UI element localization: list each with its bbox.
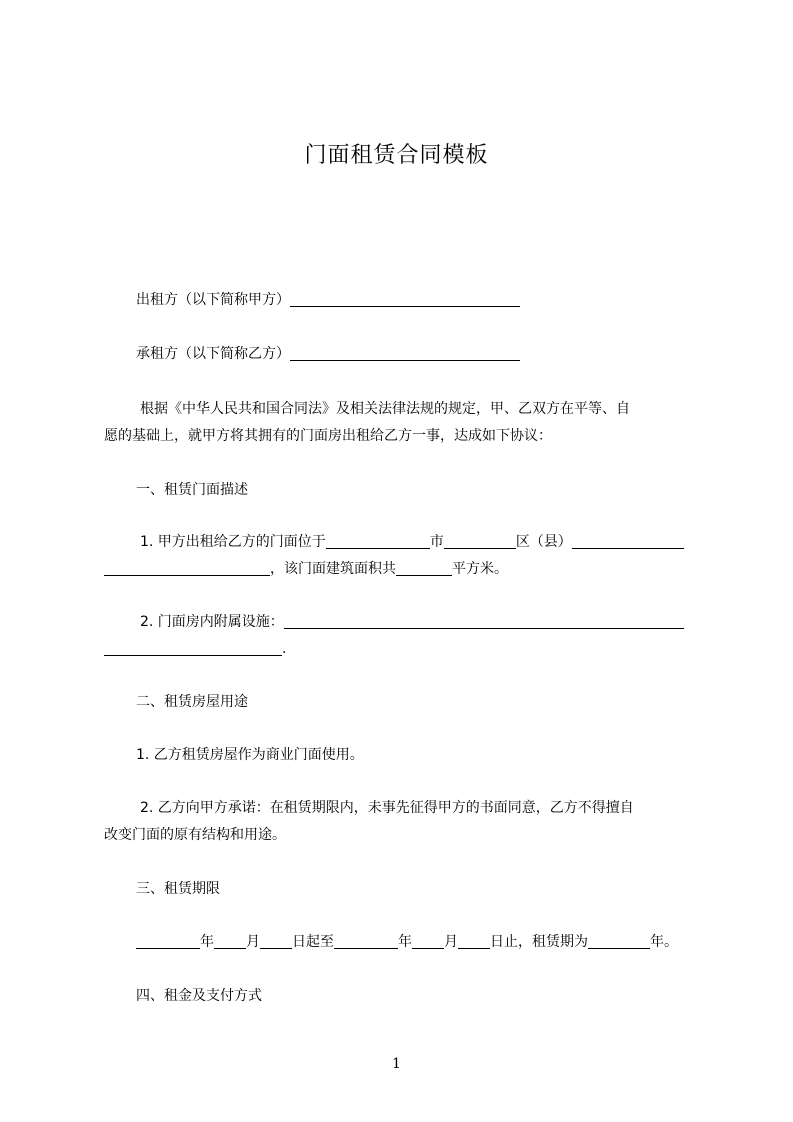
section-1-heading: 一、租赁门面描述 [136, 482, 248, 498]
party-a-line [136, 290, 520, 310]
district-blank[interactable] [572, 534, 684, 549]
address-blank[interactable] [104, 561, 270, 576]
s1-item1-text: 1. 甲方出租给乙方的门面位于 [140, 534, 326, 550]
facilities-blank-2[interactable] [104, 641, 282, 656]
s1-item2-line1 [140, 612, 684, 632]
from-label: 日起至 [292, 934, 334, 950]
s1-item2-line2 [104, 639, 286, 659]
section-4-heading: 四、租金及支付方式 [136, 988, 262, 1004]
term-years-blank[interactable] [588, 934, 650, 949]
year-label-2: 年 [398, 934, 412, 950]
area-blank[interactable] [396, 561, 452, 576]
section-2-heading: 二、租赁房屋用途 [136, 694, 248, 710]
term-end-label: 年。 [650, 934, 678, 950]
party-b-label: 承租方（以下简称乙方） [136, 346, 290, 362]
preamble-line-1: 根据《中华人民共和国合同法》及相关法律法规的规定，甲、乙双方在平等、自 [140, 401, 630, 417]
end-year-blank[interactable] [334, 934, 398, 949]
area-unit: 平方米。 [452, 561, 508, 577]
start-day-blank[interactable] [260, 934, 292, 949]
end-month-blank[interactable] [412, 934, 444, 949]
until-label: 日止，租赁期为 [490, 934, 588, 950]
city-blank[interactable] [444, 534, 516, 549]
party-b-line [136, 344, 520, 364]
s1-item1-line1 [140, 532, 684, 552]
s1-item2-end: . [282, 641, 287, 657]
lease-term-line [136, 932, 678, 952]
end-day-blank[interactable] [458, 934, 490, 949]
month-label-2: 月 [444, 934, 458, 950]
district-label: 区（县） [515, 534, 572, 550]
preamble-line-2: 愿的基础上，就甲方将其拥有的门面房出租给乙方一事，达成如下协议： [104, 428, 552, 444]
facilities-blank[interactable] [284, 614, 684, 629]
party-a-blank[interactable] [290, 292, 520, 307]
section-3-heading: 三、租赁期限 [136, 881, 220, 897]
party-b-blank[interactable] [290, 346, 520, 361]
start-month-blank[interactable] [214, 934, 246, 949]
s1-item2-text: 2. 门面房内附属设施： [140, 614, 284, 630]
page-number: 1 [392, 1056, 401, 1072]
s2-item2-line2: 改变门面的原有结构和用途。 [104, 827, 286, 843]
party-a-label: 出租方（以下简称甲方） [136, 292, 290, 308]
area-text: ，该门面建筑面积共 [270, 561, 396, 577]
year-label: 年 [200, 934, 214, 950]
city-label: 市 [429, 534, 444, 550]
location-blank[interactable] [326, 534, 430, 549]
document-title: 门面租赁合同模板 [304, 143, 489, 168]
month-label: 月 [246, 934, 260, 950]
s2-item1: 1. 乙方租赁房屋作为商业门面使用。 [136, 747, 364, 763]
s1-item1-line2 [104, 559, 508, 579]
s2-item2-line1: 2. 乙方向甲方承诺：在租赁期限内，未事先征得甲方的书面同意，乙方不得擅自 [140, 800, 634, 816]
start-year-blank[interactable] [136, 934, 200, 949]
